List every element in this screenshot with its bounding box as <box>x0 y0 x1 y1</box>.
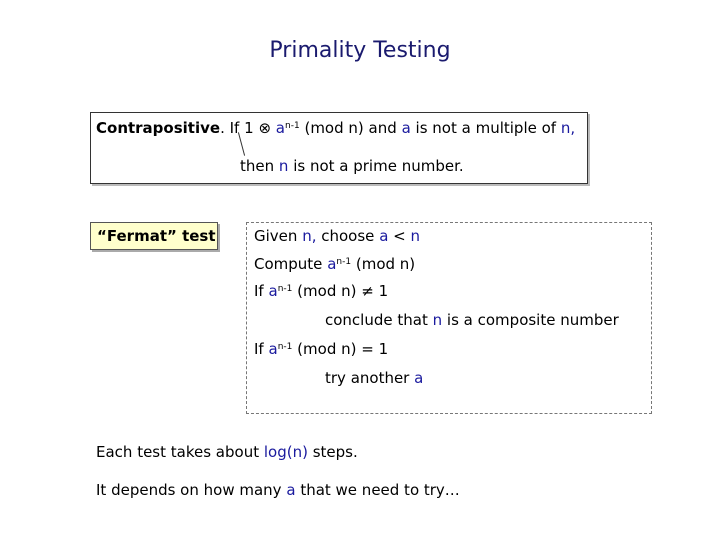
text: that we need to try… <box>300 481 460 499</box>
rest-text: is not a multiple of <box>415 119 557 137</box>
var-a: a <box>286 481 296 499</box>
text: Given <box>254 227 298 245</box>
then-text: then <box>240 157 275 175</box>
contrapositive-line-1 <box>96 119 575 137</box>
step-try <box>325 369 423 387</box>
text: choose <box>321 227 375 245</box>
text: steps. <box>312 443 358 461</box>
contrapositive-label: Contrapositive <box>96 119 221 137</box>
footer-line-1 <box>96 443 358 461</box>
var-a: a <box>401 119 411 137</box>
mod-text: (mod n) <box>304 119 364 137</box>
var-a: a <box>327 255 337 273</box>
text: try another <box>325 369 410 387</box>
exponent: n-1 <box>277 342 293 352</box>
var-a: a <box>268 282 278 300</box>
var-n: n <box>410 227 421 245</box>
var-a: a <box>275 119 285 137</box>
contrapositive-line-2 <box>240 157 464 175</box>
var-n: n <box>278 157 289 175</box>
text: If <box>254 282 264 300</box>
text: (mod n) ≠ 1 <box>297 282 389 300</box>
text: Compute <box>254 255 323 273</box>
fermat-test-label: “Fermat” test <box>90 222 218 250</box>
footer-line-2 <box>96 481 460 499</box>
step-compute <box>254 255 415 273</box>
var-n: n, <box>560 119 576 137</box>
if-text: If 1 <box>229 119 254 137</box>
var-a: a <box>414 369 424 387</box>
log-text: log(n) <box>263 443 308 461</box>
step-if-one <box>254 340 388 358</box>
text: (mod n) <box>355 255 416 273</box>
text: is a composite number <box>446 311 619 329</box>
text: (mod n) = 1 <box>297 340 389 358</box>
text: If <box>254 340 264 358</box>
text: < <box>393 227 406 245</box>
exponent: n-1 <box>285 121 300 131</box>
step-if-not-one <box>254 282 388 300</box>
text: conclude that <box>325 311 428 329</box>
rest-text: is not a prime number. <box>293 157 464 175</box>
step-conclude <box>325 311 619 329</box>
exponent: n-1 <box>336 257 352 267</box>
and-text: and <box>368 119 397 137</box>
dot: . <box>220 119 225 137</box>
clock-symbol: ⊗ <box>258 119 272 137</box>
var-n: n, <box>302 227 317 245</box>
exponent: n-1 <box>277 284 293 294</box>
var-a: a <box>268 340 278 358</box>
text: It depends on how many <box>96 481 282 499</box>
page-title: Primality Testing <box>269 38 451 63</box>
var-n: n <box>432 311 443 329</box>
var-a: a <box>379 227 389 245</box>
step-given <box>254 227 420 245</box>
text: Each test takes about <box>96 443 260 461</box>
